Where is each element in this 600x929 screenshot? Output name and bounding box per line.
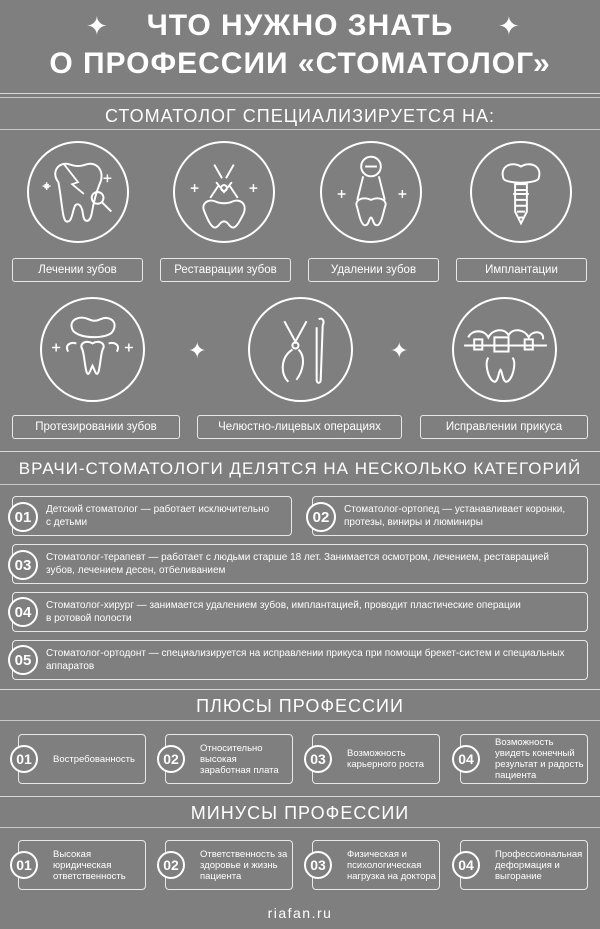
pro-card: Возможность увидеть конечный результат и радость пациента [460,734,588,784]
pro-card: Относительно высокая заработная плата [165,734,293,784]
con-number: 04 [452,851,480,879]
category-number: 03 [8,550,38,580]
surgical-tools-icon [248,297,353,402]
spec-label-surgery: Челюстно-лицевых операциях [197,415,402,439]
sparkle-icon: ✦ [498,11,520,41]
sparkle-icon: ✦ [390,338,409,363]
section-heading-pros: ПЛЮСЫ ПРОФЕССИИ [196,696,404,716]
con-number: 02 [157,851,185,879]
divider [0,827,600,828]
tooth-treatment-icon [27,141,129,243]
con-card: Ответственность за здоровье и жизнь пациента [165,840,293,890]
spec-label-bite: Исправлении прикуса [420,415,588,439]
tooth-extraction-icon [320,141,422,243]
con-number: 03 [304,851,332,879]
divider [0,689,600,690]
con-number: 01 [10,851,38,879]
braces-icon [452,297,557,402]
pro-number: 01 [10,745,38,773]
spec-label-restoration: Реставрации зубов [160,258,291,282]
pro-number: 04 [452,745,480,773]
footer-site: riafan.ru [267,905,333,921]
spec-label-extraction: Удалении зубов [308,258,439,282]
category-text: Стоматолог-ортодонт — специализируется на исправлении прикуса при помощи брекет-систем и специальных аппаратов [46,648,565,672]
page-title-line2: О ПРОФЕССИИ «СТОМАТОЛОГ» [49,47,551,80]
pro-card: Возможность карьерного роста [312,734,440,784]
dental-prosthesis-icon [40,297,145,402]
con-card: Профессиональная деформация и выгорание [460,840,588,890]
category-text: Стоматолог-ортопед — устанавливает коронки, протезы, виниры и люминиры [344,504,566,528]
category-number: 04 [8,597,38,627]
divider [0,97,600,98]
divider [0,93,600,94]
category-text: Стоматолог-хирург — занимается удалением зубов, имплантацией, проводит пластические операции в ротовой полости [46,600,521,624]
spec-label-implant: Имплантации [456,258,587,282]
sparkle-icon: ✦ [86,11,108,41]
section-heading-cons: МИНУСЫ ПРОФЕССИИ [190,803,410,823]
section-heading-specializes: СТОМАТОЛОГ СПЕЦИАЛИЗИРУЕТСЯ НА: [105,106,495,126]
tooth-restoration-icon [173,141,275,243]
page-title-line1: ЧТО НУЖНО ЗНАТЬ [146,9,454,42]
divider [0,451,600,452]
category-number: 01 [8,502,38,532]
category-number: 05 [8,645,38,675]
spec-label-treatment: Лечении зубов [12,258,143,282]
sparkle-icon: ✦ [188,338,207,363]
divider [0,484,600,485]
pro-card: Востребованность [18,734,146,784]
divider [0,796,600,797]
dental-implant-icon [470,141,572,243]
spec-label-prosthesis: Протезировании зубов [12,415,180,439]
divider [0,720,600,721]
con-card: Физическая и психологическая нагрузка на доктора [312,840,440,890]
category-number: 02 [306,502,336,532]
section-heading-categories: ВРАЧИ-СТОМАТОЛОГИ ДЕЛЯТСЯ НА НЕСКОЛЬКО КАТЕГОРИЙ [18,459,582,478]
category-text: Стоматолог-терапевт — работает с людьми старше 18 лет. Занимается осмотром, лечением, реставрацией зубов, лечением десен, отбеливанием [46,552,549,576]
pro-number: 02 [157,745,185,773]
pro-number: 03 [304,745,332,773]
divider [0,129,600,130]
category-text: Детский стоматолог — работает исключительно с детьми [46,504,270,528]
con-card: Высокая юридическая ответственность [18,840,146,890]
